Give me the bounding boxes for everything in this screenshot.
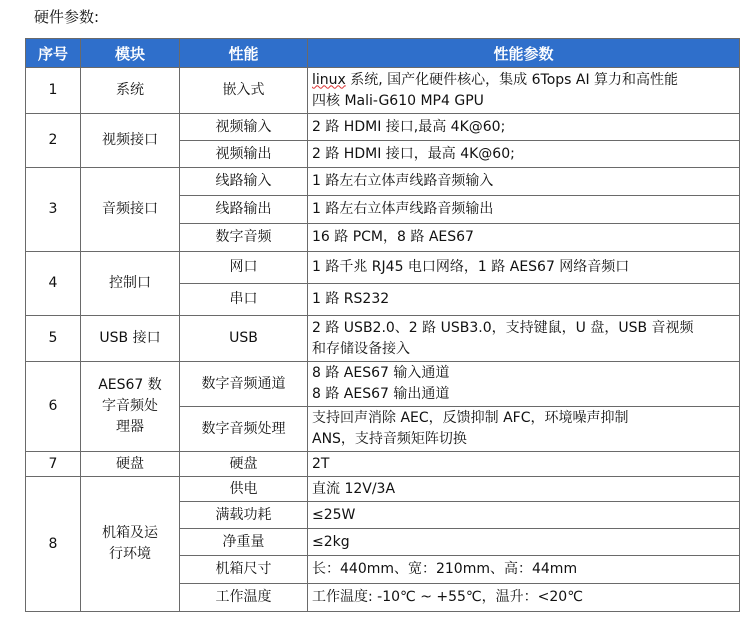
module-text: AES67 数 — [98, 377, 162, 393]
row-feature: 净重量 — [180, 529, 308, 556]
module-text: 理器 — [116, 419, 144, 435]
table-row — [26, 114, 740, 141]
params-text: ANS，支持音频矩阵切换 — [312, 431, 467, 447]
row-module: 硬盘 — [81, 452, 180, 477]
params-text: 和存储设备接入 — [312, 340, 410, 357]
row-feature: 数字音频通道 — [180, 362, 308, 407]
row-feature: 数字音频 — [180, 224, 308, 252]
params-text: 8 路 AES67 输出通道 — [312, 386, 450, 402]
module-text: 行环境 — [109, 546, 151, 562]
row-index: 6 — [26, 362, 81, 452]
table-row — [26, 168, 740, 196]
row-params — [308, 362, 740, 407]
table-row — [26, 477, 740, 502]
row-params: 长：440mm、宽：210mm、高：44mm — [308, 556, 740, 584]
header-feature: 性能 — [180, 39, 308, 68]
table-header-row — [26, 39, 740, 68]
row-params: 1 路左右立体声线路音频输入 — [308, 168, 740, 196]
row-params: 1 路 RS232 — [308, 284, 740, 316]
row-feature: 视频输出 — [180, 141, 308, 168]
params-text: 四核 Mali-G610 MP4 GPU — [312, 92, 484, 109]
row-index: 2 — [26, 114, 81, 168]
hardware-params-table — [25, 38, 740, 612]
row-params: 工作温度: -10℃ ~ +55℃，温升：<20℃ — [308, 584, 740, 612]
header-index: 序号 — [26, 39, 81, 68]
row-module — [81, 477, 180, 612]
row-feature: 嵌入式 — [180, 68, 308, 114]
header-module: 模块 — [81, 39, 180, 68]
row-feature: 满载功耗 — [180, 502, 308, 529]
table-row — [26, 252, 740, 284]
row-params: ≤2kg — [308, 529, 740, 556]
row-module: USB 接口 — [81, 316, 180, 362]
row-feature: 数字音频处理 — [180, 407, 308, 452]
row-feature: 机箱尺寸 — [180, 556, 308, 584]
row-feature: USB — [180, 316, 308, 362]
row-index: 3 — [26, 168, 81, 252]
row-index: 1 — [26, 68, 81, 114]
params-text: 8 路 AES67 输入通道 — [312, 365, 450, 381]
row-params: 2T — [308, 452, 740, 477]
row-feature: 供电 — [180, 477, 308, 502]
row-index: 8 — [26, 477, 81, 612]
table-caption: 硬件参数: — [34, 8, 100, 26]
row-feature: 网口 — [180, 252, 308, 284]
row-index: 5 — [26, 316, 81, 362]
row-module — [81, 362, 180, 452]
row-module: 系统 — [81, 68, 180, 114]
row-params: ≤25W — [308, 502, 740, 529]
params-text: 2 路 USB2.0、2 路 USB3.0，支持键鼠，U 盘，USB 音视频 — [312, 319, 694, 336]
row-params — [308, 316, 740, 362]
row-params: 2 路 HDMI 接口，最高 4K@60; — [308, 141, 740, 168]
row-feature: 工作温度 — [180, 584, 308, 612]
params-text: 支持回声消除 AEC，反馈抑制 AFC，环境噪声抑制 — [312, 410, 629, 426]
row-params: 2 路 HDMI 接口,最高 4K@60; — [308, 114, 740, 141]
row-feature: 线路输入 — [180, 168, 308, 196]
row-module: 控制口 — [81, 252, 180, 316]
module-text: 字音频处 — [102, 398, 158, 414]
row-index: 4 — [26, 252, 81, 316]
row-params: 16 路 PCM，8 路 AES67 — [308, 224, 740, 252]
table-row — [26, 68, 740, 114]
row-index: 7 — [26, 452, 81, 477]
row-params — [308, 407, 740, 452]
module-text: 机箱及运 — [102, 525, 158, 541]
table-row — [26, 362, 740, 407]
table-row — [26, 452, 740, 477]
params-text: 系统, 国产化硬件核心，集成 6Tops AI 算力和高性能 — [345, 71, 679, 88]
row-module: 音频接口 — [81, 168, 180, 252]
row-feature: 串口 — [180, 284, 308, 316]
row-params: 1 路千兆 RJ45 电口网络，1 路 AES67 网络音频口 — [308, 252, 740, 284]
row-params — [308, 68, 740, 114]
row-feature: 线路输出 — [180, 196, 308, 224]
row-feature: 硬盘 — [180, 452, 308, 477]
table-row — [26, 316, 740, 362]
row-params: 1 路左右立体声线路音频输出 — [308, 196, 740, 224]
row-feature: 视频输入 — [180, 114, 308, 141]
row-module: 视频接口 — [81, 114, 180, 168]
header-params: 性能参数 — [308, 39, 740, 68]
spellcheck-word: linux — [312, 71, 346, 88]
row-params: 直流 12V/3A — [308, 477, 740, 502]
